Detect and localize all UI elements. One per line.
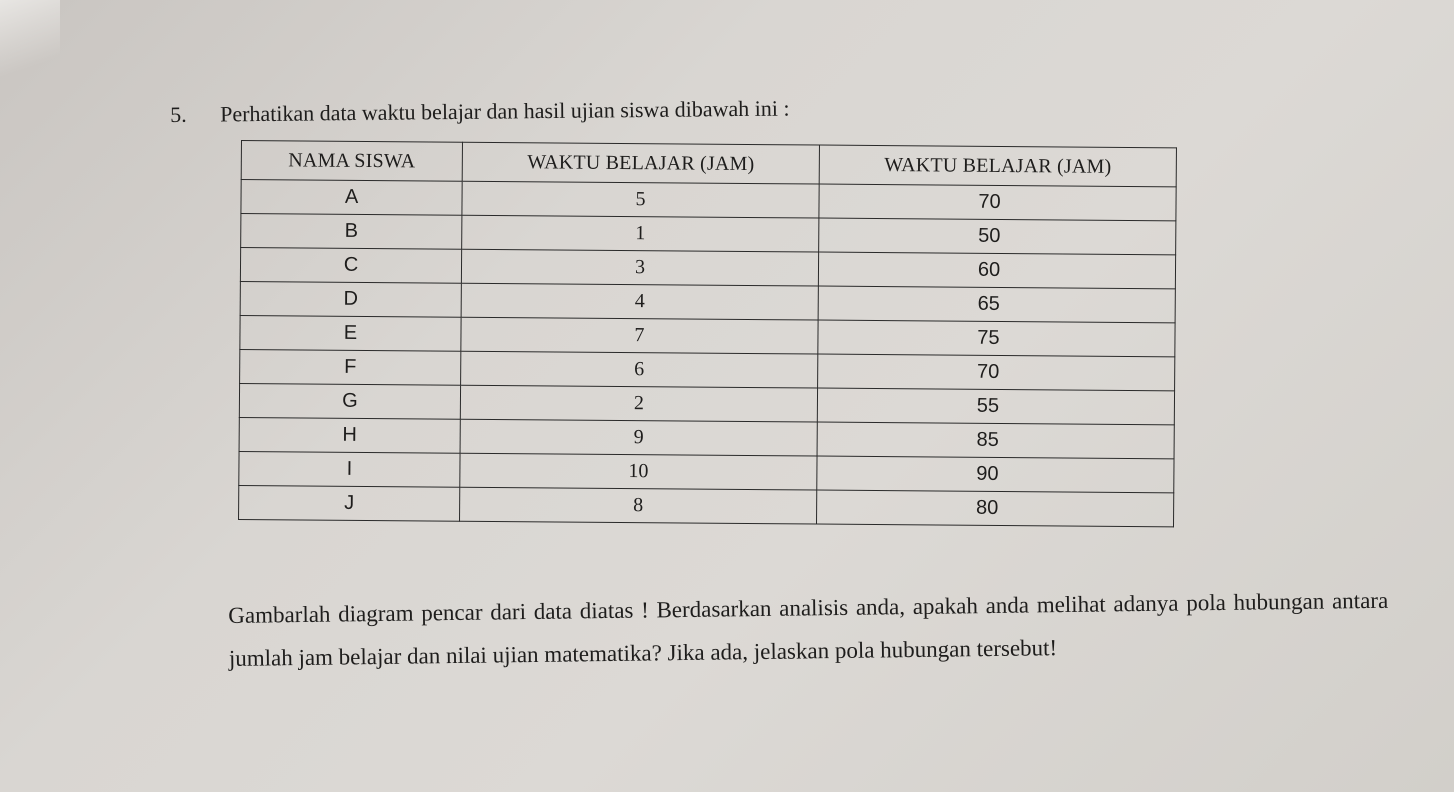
- header-study-hours: WAKTU BELAJAR (JAM): [462, 142, 819, 184]
- instruction-text: Gambarlah diagram pencar dari data diatas ! Berdasarkan analisis anda, apakah anda melihat adanya pola hubungan antara jumlah jam belajar dan nilai ujian matematika? Jika ada, jelaskan pola hubungan tersebut!: [228, 587, 1389, 671]
- exam-score: 60: [818, 252, 1175, 289]
- question-number: 5.: [170, 101, 187, 127]
- question-header: [170, 96, 790, 128]
- exam-score: 75: [818, 320, 1175, 357]
- paper-corner: [0, 0, 60, 90]
- exam-score: 70: [819, 184, 1176, 221]
- study-hours: 3: [461, 249, 818, 286]
- student-name: A: [241, 180, 462, 216]
- data-table: [238, 140, 1177, 527]
- study-hours: 4: [461, 283, 818, 320]
- table-row: [239, 485, 1174, 526]
- student-name: E: [240, 315, 461, 351]
- study-hours: 7: [461, 317, 818, 354]
- header-student-name: NAMA SISWA: [241, 141, 462, 182]
- exam-score: 55: [817, 388, 1174, 425]
- exam-score: 65: [818, 286, 1175, 323]
- student-name: B: [241, 214, 462, 250]
- exam-score: 70: [818, 354, 1175, 391]
- student-name: D: [240, 281, 461, 317]
- exam-score: 80: [817, 490, 1174, 527]
- student-name: I: [239, 451, 460, 487]
- header-exam-score: WAKTU BELAJAR (JAM): [819, 145, 1176, 187]
- study-hours: 10: [460, 453, 817, 490]
- student-name: J: [239, 485, 460, 521]
- exam-score: 50: [819, 218, 1176, 255]
- study-hours: 1: [462, 215, 819, 252]
- study-hours: 5: [462, 181, 819, 218]
- question-intro: Perhatikan data waktu belajar dan hasil ujian siswa dibawah ini :: [219, 95, 790, 127]
- student-name: G: [239, 383, 460, 419]
- exam-score: 85: [817, 422, 1174, 459]
- study-hours: 6: [461, 351, 818, 388]
- student-name: F: [240, 349, 461, 385]
- study-hours: 9: [460, 419, 817, 456]
- study-hours: 2: [460, 385, 817, 422]
- student-name: C: [240, 248, 461, 284]
- study-hours: 8: [460, 487, 817, 524]
- student-name: H: [239, 417, 460, 453]
- exam-score: 90: [817, 456, 1174, 493]
